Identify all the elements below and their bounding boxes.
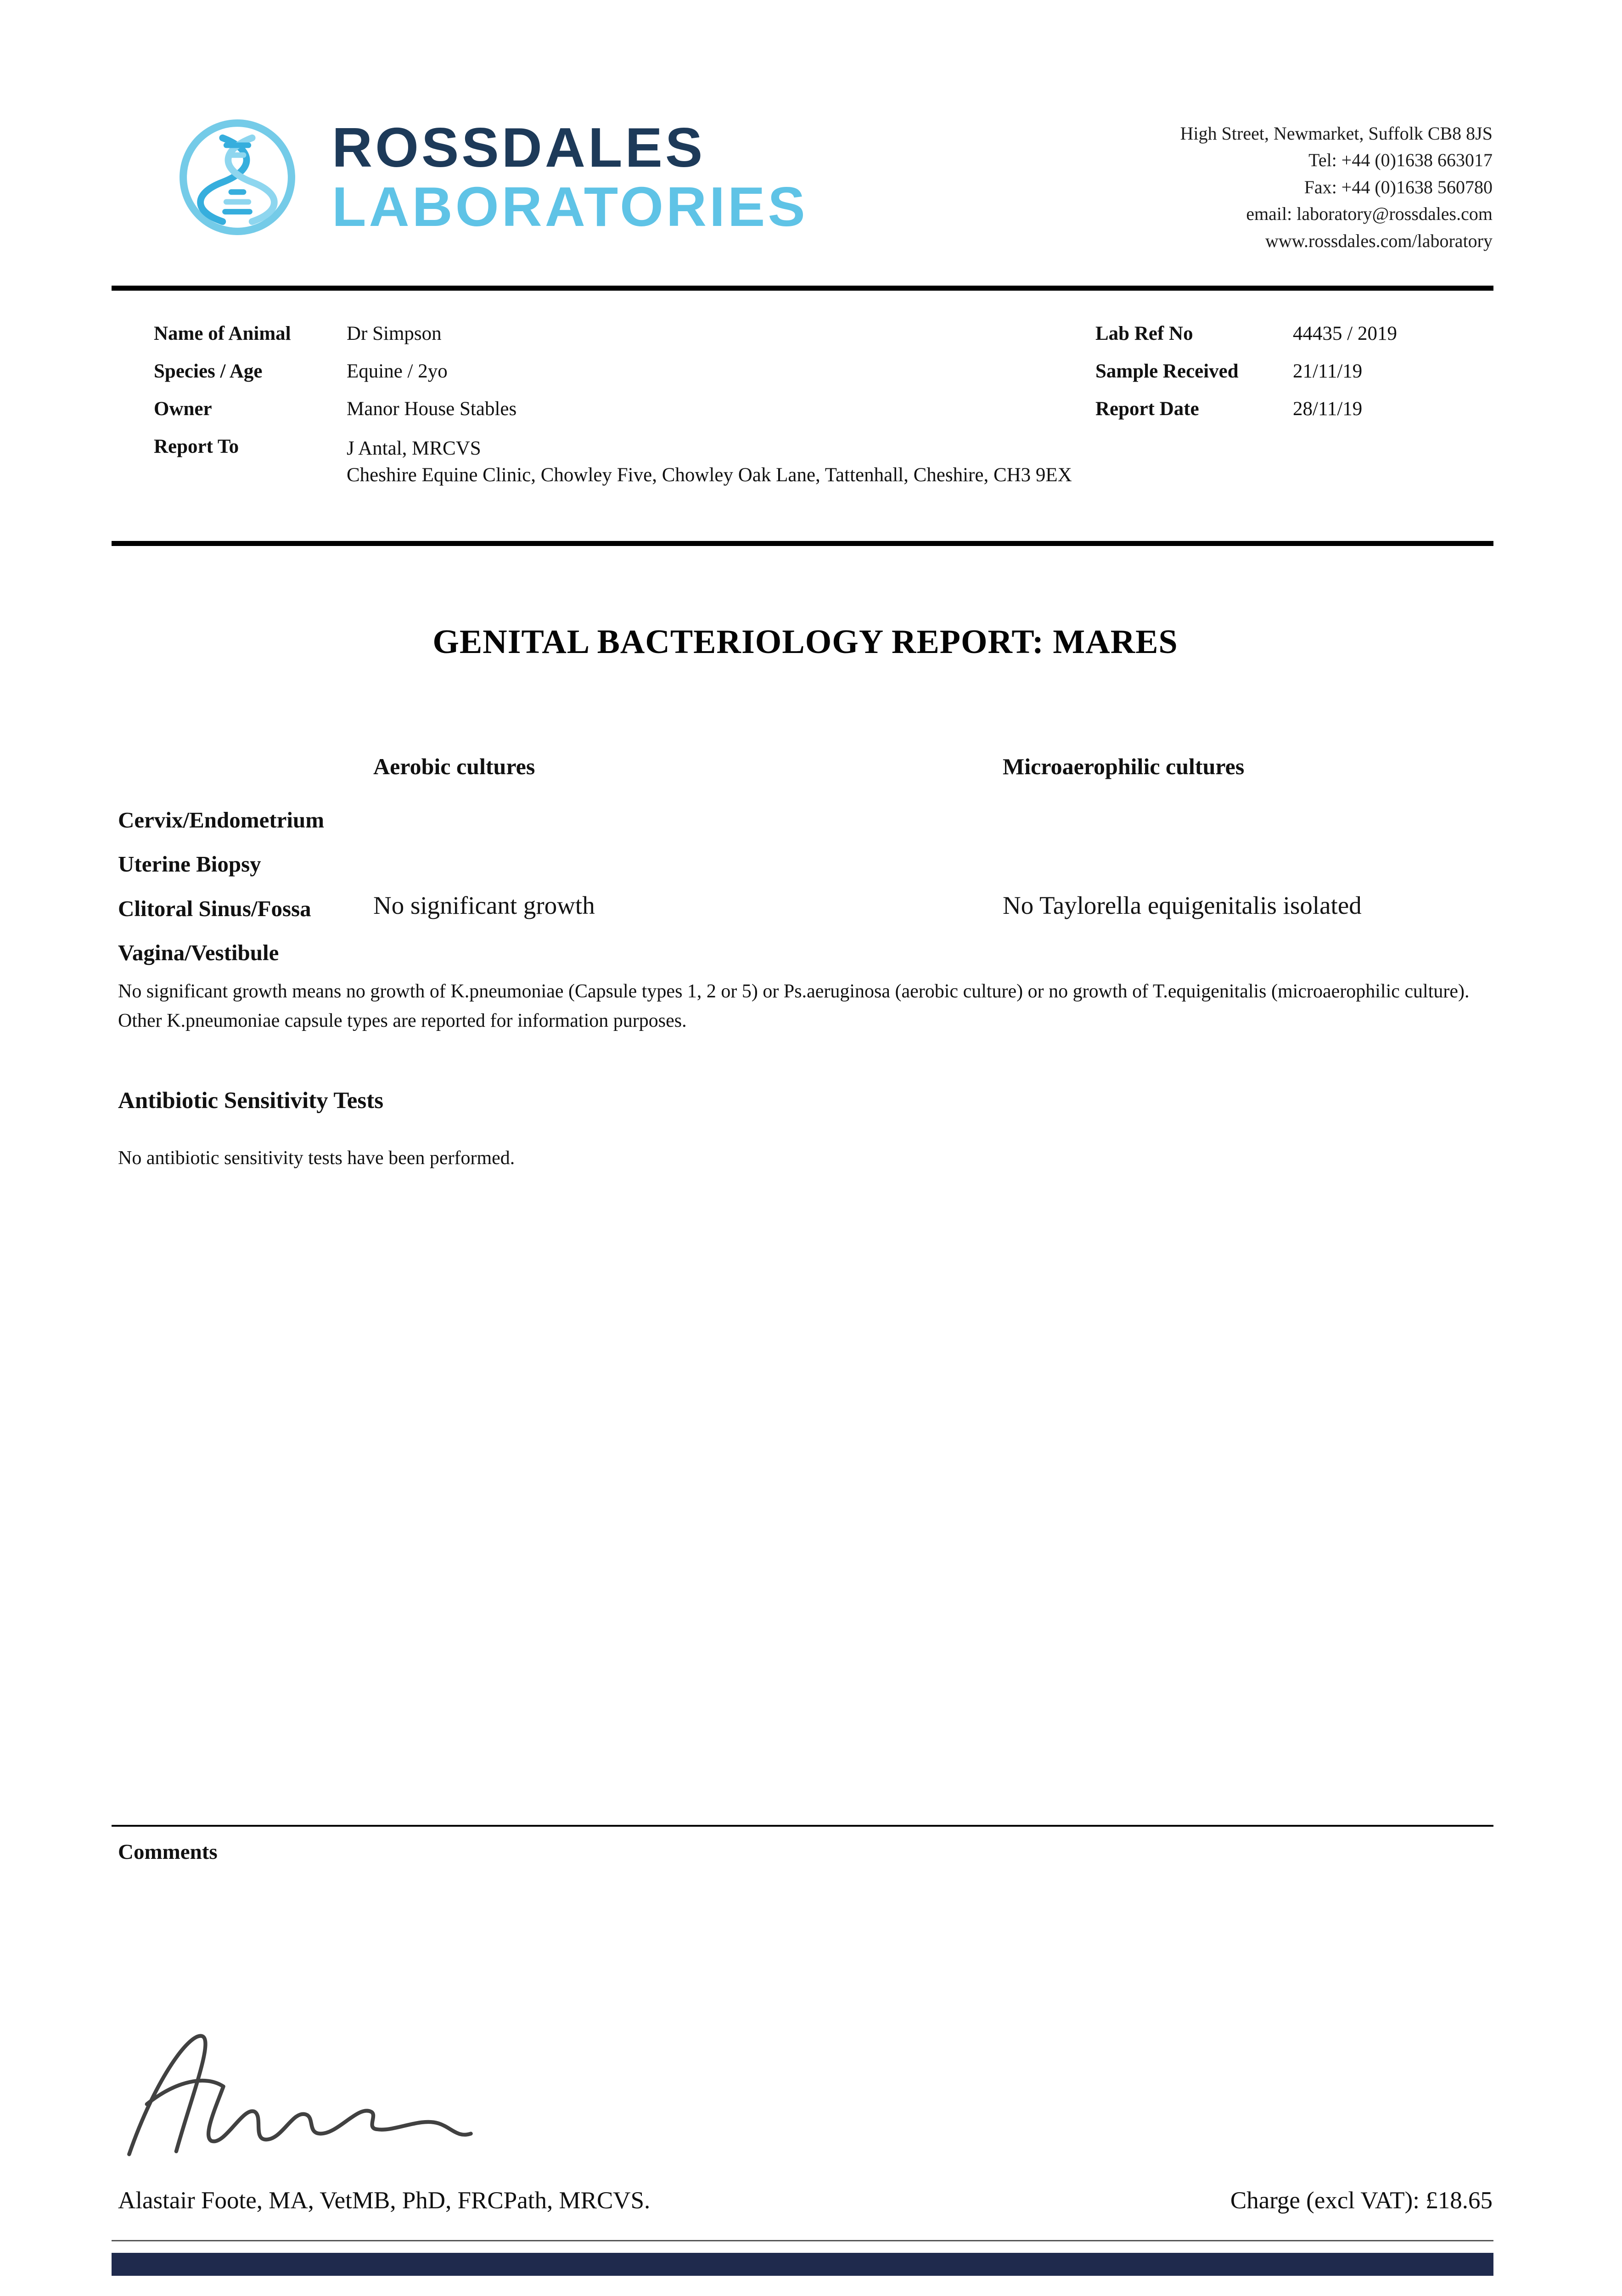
label-report-to: Report To <box>154 436 239 457</box>
value-species-age: Equine / 2yo <box>347 360 448 382</box>
value-sample-received: 21/11/19 <box>1293 360 1363 382</box>
detail-row-report-to <box>118 435 1493 488</box>
dna-helix-icon <box>176 116 299 239</box>
site-label-clitoral-sinus-fossa: Clitoral Sinus/Fossa <box>118 896 311 921</box>
page-title: GENITAL BACTERIOLOGY REPORT: MARES <box>432 623 1178 661</box>
company-wordmark <box>332 118 808 237</box>
charge-amount: Charge (excl VAT): £18.65 <box>1230 2187 1493 2214</box>
detail-row-owner <box>118 398 1493 420</box>
company-name-line1: ROSSDALES <box>332 116 706 179</box>
result-microaerophilic: No Taylorella equigenitalis isolated <box>1003 891 1362 919</box>
value-lab-ref-no: 44435 / 2019 <box>1293 323 1397 344</box>
column-header-aerobic: Aerobic cultures <box>373 754 535 779</box>
details-divider <box>112 541 1493 546</box>
company-name-line2: LABORATORIES <box>332 175 808 238</box>
column-header-microaerophilic: Microaerophilic cultures <box>1003 754 1245 779</box>
antibiotic-text: No antibiotic sensitivity tests have been performed. <box>118 1148 515 1169</box>
label-species-age: Species / Age <box>154 360 263 382</box>
signature-image <box>120 2020 474 2163</box>
label-sample-received: Sample Received <box>1095 360 1239 382</box>
report-to-name: J Antal, MRCVS <box>347 438 481 459</box>
detail-row-species <box>118 360 1493 383</box>
label-name-of-animal: Name of Animal <box>154 323 291 344</box>
contact-tel: Tel: +44 (0)1638 663017 <box>1308 150 1493 171</box>
contact-fax: Fax: +44 (0)1638 560780 <box>1304 176 1493 197</box>
comments-heading: Comments <box>118 1840 218 1864</box>
footer-divider <box>112 2240 1493 2241</box>
label-lab-ref-no: Lab Ref No <box>1095 323 1193 344</box>
label-owner: Owner <box>154 398 212 420</box>
report-to-address: Cheshire Equine Clinic, Chowley Five, Chowley Oak Lane, Tattenhall, Cheshire, CH3 9EX <box>347 464 1072 486</box>
signatory-name: Alastair Foote, MA, VetMB, PhD, FRCPath, MRCVS. <box>118 2187 651 2214</box>
bottom-accent-bar <box>112 2253 1493 2276</box>
contact-address: High Street, Newmarket, Suffolk CB8 8JS <box>1180 123 1493 144</box>
site-label-vagina-vestibule: Vagina/Vestibule <box>118 940 279 965</box>
results-explanatory-note: No significant growth means no growth of K.pneumoniae (Capsule types 1, 2 or 5) or Ps.aeruginosa (aerobic culture) or no growth of T.equigenitalis (microaerophilic culture). Other K.pneumoniae capsule types are reported for information purposes. <box>118 981 1470 1031</box>
company-logo <box>176 116 808 239</box>
contact-website: www.rossdales.com/laboratory <box>1265 230 1493 251</box>
antibiotic-heading: Antibiotic Sensitivity Tests <box>118 1088 384 1114</box>
result-aerobic: No significant growth <box>373 891 595 919</box>
header-divider <box>112 286 1493 291</box>
detail-row-animal <box>118 322 1493 345</box>
label-report-date: Report Date <box>1095 398 1199 420</box>
site-label-uterine-biopsy: Uterine Biopsy <box>118 851 261 877</box>
contact-block <box>1180 120 1493 254</box>
footer <box>118 2187 1493 2214</box>
report-details <box>118 322 1493 503</box>
contact-email: email: laboratory@rossdales.com <box>1246 203 1493 225</box>
value-name-of-animal: Dr Simpson <box>347 323 442 344</box>
value-report-to <box>347 435 1493 488</box>
value-owner: Manor House Stables <box>347 398 517 420</box>
value-report-date: 28/11/19 <box>1293 398 1363 420</box>
comments-divider <box>112 1825 1493 1827</box>
site-label-cervix-endometrium: Cervix/Endometrium <box>118 807 325 833</box>
